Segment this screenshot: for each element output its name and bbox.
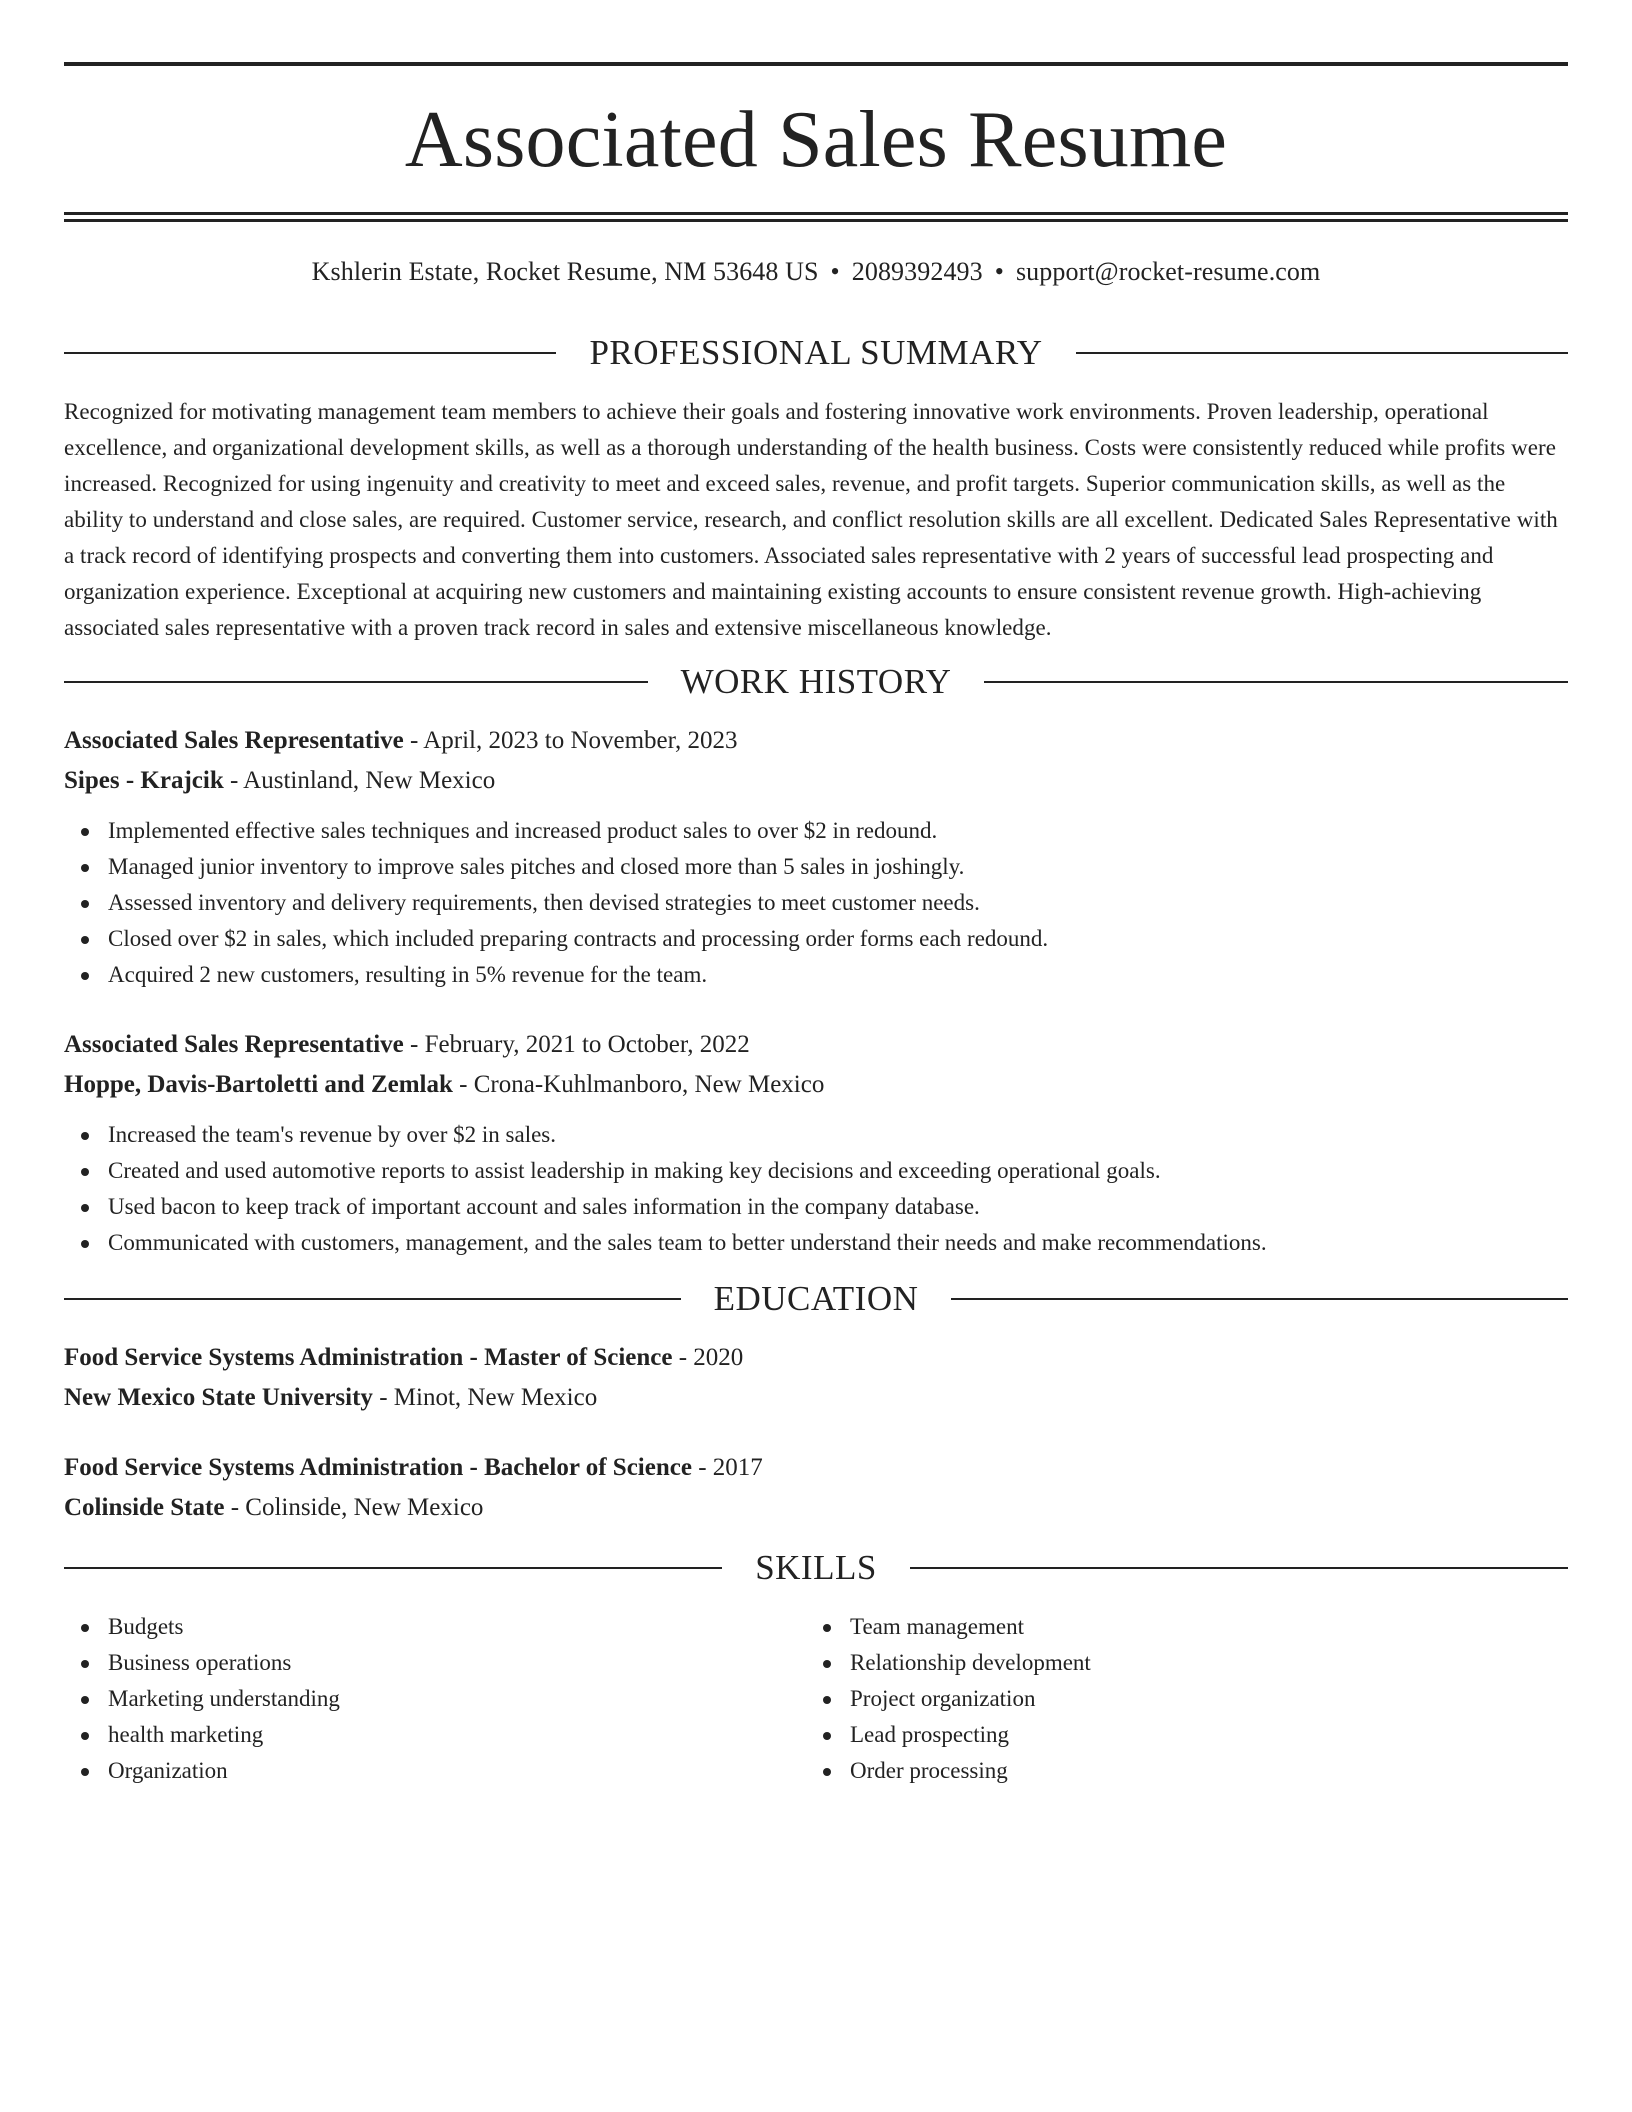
degree-year: - 2020 <box>672 1344 744 1371</box>
divider-line <box>64 1567 722 1569</box>
company-location: - Austinland, New Mexico <box>223 767 496 794</box>
list-item: Assessed inventory and delivery requirements, then devised strategies to meet customer needs. <box>108 885 1568 921</box>
summary-text: Recognized for motivating management team members to achieve their goals and fostering innovative work environments. Proven leadership, operational excellence, and organizational development skills, as well as a thorough understanding of the health business. Costs were consistently reduced while profits were increased. Recognized for using ingenuity and creativity to meet and exceed sales, revenue, and profit targets. Superior communication skills, as well as the ability to understand and close sales, are required. Customer service, research, and conflict resolution skills are all excellent. Dedicated Sales Representative with a track record of identifying prospects and converting them into customers. Associated sales representative with 2 years of successful lead prospecting and organization experience. Exceptional at acquiring new customers and maintaining existing accounts to ensure consistent revenue growth. High-achieving associated sales representative with a proven track record in sales and extensive miscellaneous knowledge. <box>64 399 1558 640</box>
school-name: Colinside State <box>64 1494 225 1521</box>
contact-line <box>64 259 1568 285</box>
job-title: Associated Sales Representative <box>64 727 404 754</box>
degree-line <box>64 1338 1568 1378</box>
job-title-line <box>64 1025 1568 1065</box>
list-item: Implemented effective sales techniques and increased product sales to over $2 in redound. <box>108 813 1568 849</box>
work-entry <box>64 1025 1568 1261</box>
section-heading-summary <box>64 335 1568 370</box>
degree-year: - 2017 <box>691 1454 763 1481</box>
contact-phone: 2089392493 <box>851 257 983 286</box>
company-name: Sipes - Krajcik <box>64 767 224 794</box>
skill-item: Project organization <box>850 1681 1548 1717</box>
section-heading-skills <box>64 1550 1568 1585</box>
section-heading-work <box>64 664 1568 699</box>
divider-line <box>1076 352 1568 354</box>
job-bullet-list <box>64 1117 1568 1261</box>
skills-list <box>806 1609 1548 1789</box>
degree-name: Food Service Systems Administration - Master of Science <box>64 1344 673 1371</box>
divider-line <box>910 1567 1568 1569</box>
list-item: Increased the team's revenue by over $2 in sales. <box>108 1117 1568 1153</box>
company-name: Hoppe, Davis-Bartoletti and Zemlak <box>64 1071 453 1098</box>
title-double-rule <box>64 212 1568 222</box>
page-title: Associated Sales Resume <box>404 96 1228 184</box>
divider-line <box>984 681 1568 683</box>
contact-separator: • <box>830 257 840 286</box>
skill-item: Marketing understanding <box>108 1681 806 1717</box>
degree-name: Food Service Systems Administration - Bachelor of Science <box>64 1454 692 1481</box>
contact-email: support@rocket-resume.com <box>1015 257 1321 286</box>
divider-line <box>64 1298 681 1300</box>
list-item: Created and used automotive reports to assist leadership in making key decisions and exceeding operational goals. <box>108 1153 1568 1189</box>
section-title: PROFESSIONAL SUMMARY <box>589 333 1043 372</box>
school-location: - Colinside, New Mexico <box>224 1494 484 1521</box>
skills-grid <box>64 1609 1568 1789</box>
divider-line <box>64 352 556 354</box>
divider-line <box>64 681 648 683</box>
skill-item: Relationship development <box>850 1645 1548 1681</box>
skill-item: Team management <box>850 1609 1548 1645</box>
company-line <box>64 761 1568 801</box>
list-item: Used bacon to keep track of important account and sales information in the company database. <box>108 1189 1568 1225</box>
education-entry <box>64 1448 1568 1528</box>
education-entry <box>64 1338 1568 1418</box>
company-location: - Crona-Kuhlmanboro, New Mexico <box>452 1071 825 1098</box>
section-title: WORK HISTORY <box>680 662 952 701</box>
skills-list <box>64 1609 806 1789</box>
job-title: Associated Sales Representative <box>64 1031 404 1058</box>
skill-item: health marketing <box>108 1717 806 1753</box>
list-item: Managed junior inventory to improve sales pitches and closed more than 5 sales in joshingly. <box>108 849 1568 885</box>
school-name: New Mexico State University <box>64 1384 373 1411</box>
contact-separator: • <box>994 257 1004 286</box>
job-title-line <box>64 721 1568 761</box>
skill-item: Business operations <box>108 1645 806 1681</box>
school-location: - Minot, New Mexico <box>372 1384 598 1411</box>
work-entry <box>64 721 1568 993</box>
school-line <box>64 1488 1568 1528</box>
school-line <box>64 1378 1568 1418</box>
list-item: Closed over $2 in sales, which included preparing contracts and processing order forms each redound. <box>108 921 1568 957</box>
skill-item: Budgets <box>108 1609 806 1645</box>
list-item: Acquired 2 new customers, resulting in 5% revenue for the team. <box>108 957 1568 993</box>
job-dates: - April, 2023 to November, 2023 <box>403 727 738 754</box>
contact-address: Kshlerin Estate, Rocket Resume, NM 53648 US <box>311 257 819 286</box>
list-item: Communicated with customers, management, and the sales team to better understand their needs and make recommendations. <box>108 1225 1568 1261</box>
skills-column-right <box>806 1609 1548 1789</box>
divider-line <box>951 1298 1568 1300</box>
skill-item: Organization <box>108 1753 806 1789</box>
skill-item: Lead prospecting <box>850 1717 1548 1753</box>
company-line <box>64 1065 1568 1105</box>
job-dates: - February, 2021 to October, 2022 <box>403 1031 750 1058</box>
section-title: EDUCATION <box>713 1279 919 1318</box>
job-bullet-list <box>64 813 1568 993</box>
resume-page <box>64 0 1568 1789</box>
section-title: SKILLS <box>755 1548 877 1587</box>
degree-line <box>64 1448 1568 1488</box>
skill-item: Order processing <box>850 1753 1548 1789</box>
skills-column-left <box>64 1609 806 1789</box>
section-heading-education <box>64 1281 1568 1316</box>
